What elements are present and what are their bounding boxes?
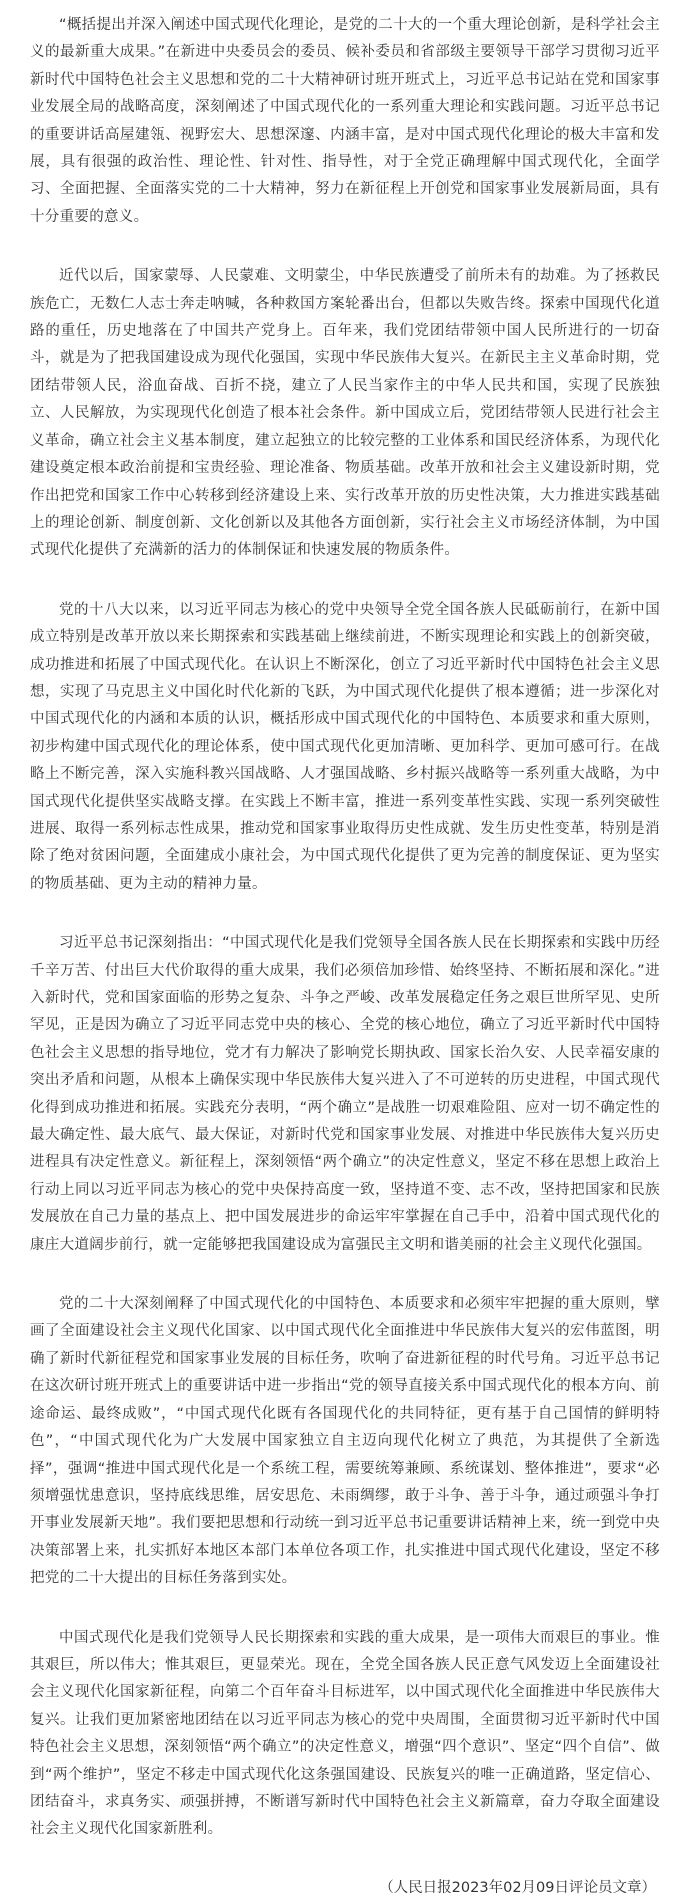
paragraph-1: “概括提出并深入阐述中国式现代化理论，是党的二十大的一个重大理论创新，是科学社会主义的最新重大成果。”在新进中央委员会的委员、候补委员和省部级主要领导干部学习贯彻习近平新时代中国特色社会主义思想和党的二十大精神研讨班开班式上，习近平总书记站在党和国家事业发展全局的战略高度，深刻阐述了中国式现代化的一系列重大理论和实践问题。习近平总书记的重要讲话高屋建瓴、视野宏大、思想深邃、内涵丰富，是对中国式现代化理论的极大丰富和发展，具有很强的政治性、理论性、针对性、指导性，对于全党正确理解中国式现代化，全面学习、全面把握、全面落实党的二十大精神，努力在新征程上开创党和国家事业发展新局面，具有十分重要的意义。 <box>30 17 660 225</box>
article-source: （人民日报2023年02月09日评论员文章） <box>379 1879 656 1896</box>
paragraph-4: 习近平总书记深刻指出：“中国式现代化是我们党领导全国各族人民在长期探索和实践中历经千辛万苦、付出巨大代价取得的重大成果，我们必须倍加珍惜、始终坚持、不断拓展和深化。”进入新时代，党和国家面临的形势之复杂、斗争之严峻、改革发展稳定任务之艰巨世所罕见、史所罕见，正是因为确立了习近平同志党中央的核心、全党的核心地位，确立了习近平新时代中国特色社会主义思想的指导地位，党才有力解决了影响党长期执政、国家长治久安、人民幸福安康的突出矛盾和问题，从根本上确保实现中华民族伟大复兴进入了不可逆转的历史进程，中国式现代化得到成功推进和拓展。实践充分表明，“两个确立”是战胜一切艰难险阻、应对一切不确定性的最大确定性、最大底气、最大保证，对新时代党和国家事业发展、对推进中华民族伟大复兴历史进程具有决定性意义。新征程上，深刻领悟“两个确立”的决定性意义，坚定不移在思想上政治上行动上同以习近平同志为核心的党中央保持高度一致，坚持道不变、志不改，坚持把国家和民族发展放在自己力量的基点上、把中国发展进步的命运牢牢掌握在自己手中，沿着中国式现代化的康庄大道阔步前行，就一定能够把我国建设成为富强民主文明和谐美丽的社会主义现代化强国。 <box>30 935 660 1253</box>
paragraph-3: 党的十八大以来，以习近平同志为核心的党中央领导全党全国各族人民砥砺前行，在新中国成立特别是改革开放以来长期探索和实践基础上继续前进，不断实现理论和实践上的创新突破，成功推进和拓展了中国式现代化。在认识上不断深化，创立了习近平新时代中国特色社会主义思想，实现了马克思主义中国化时代化新的飞跃，为中国式现代化提供了根本遵循；进一步深化对中国式现代化的内涵和本质的认识，概括形成中国式现代化的中国特色、本质要求和重大原则，初步构建中国式现代化的理论体系，使中国式现代化更加清晰、更加科学、更加可感可行。在战略上不断完善，深入实施科教兴国战略、人才强国战略、乡村振兴战略等一系列重大战略，为中国式现代化提供坚实战略支撑。在实践上不断丰富，推进一系列变革性实践、实现一系列突破性进展、取得一系列标志性成果，推动党和国家事业取得历史性成就、发生历史性变革，特别是消除了绝对贫困问题，全面建成小康社会，为中国式现代化提供了更为完善的制度保证、更为坚实的物质基础、更为主动的精神力量。 <box>30 601 660 892</box>
paragraph-2: 近代以后，国家蒙辱、人民蒙难、文明蒙尘，中华民族遭受了前所未有的劫难。为了拯救民族危亡，无数仁人志士奔走呐喊，各种救国方案轮番出台，但都以失败告终。探索中国现代化道路的重任，历史地落在了中国共产党身上。百年来，我们党团结带领中国人民所进行的一切奋斗，就是为了把我国建设成为现代化强国，实现中华民族伟大复兴。在新民主主义革命时期，党团结带领人民，浴血奋战、百折不挠，建立了人民当家作主的中华人民共和国，实现了民族独立、人民解放，为实现现代化创造了根本社会条件。新中国成立后，党团结带领人民进行社会主义革命，确立社会主义基本制度，建立起独立的比较完整的工业体系和国民经济体系，为现代化建设奠定根本政治前提和宝贵经验、理论准备、物质基础。改革开放和社会主义建设新时期，党作出把党和国家工作中心转移到经济建设上来、实行改革开放的历史性决策，大力推进实践基础上的理论创新、制度创新、文化创新以及其他各方面创新，实行社会主义市场经济体制，为中国式现代化提供了充满新的活力的体制保证和快速发展的物质条件。 <box>30 268 660 559</box>
paragraph-6: 中国式现代化是我们党领导人民长期探索和实践的重大成果，是一项伟大而艰巨的事业。惟其艰巨，所以伟大；惟其艰巨，更显荣光。现在，全党全国各族人民正意气风发迈上全面建设社会主义现代化国家新征程，向第二个百年奋斗目标进军，以中国式现代化全面推进中华民族伟大复兴。让我们更加紧密地团结在以习近平同志为核心的党中央周围，全面贯彻习近平新时代中国特色社会主义思想，深刻领悟“两个确立”的决定性意义，增强“四个意识”、坚定“四个自信”、做到“两个维护”，坚定不移走中国式现代化这条强国建设、民族复兴的唯一正确道路，坚定信心、团结奋斗，求真务实、顽强拼搏，不断谱写新时代中国特色社会主义新篇章，奋力夺取全面建设社会主义现代化国家新胜利。 <box>30 1629 660 1838</box>
paragraph-5: 党的二十大深刻阐释了中国式现代化的中国特色、本质要求和必须牢牢把握的重大原则，擘画了全面建设社会主义现代化国家、以中国式现代化全面推进中华民族伟大复兴的宏伟蓝图，明确了新时代新征程党和国家事业发展的目标任务，吹响了奋进新征程的时代号角。习近平总书记在这次研讨班开班式上的重要讲话中进一步指出“党的领导直接关系中国式现代化的根本方向、前途命运、最终成败”，“中国式现代化既有各国现代化的共同特征，更有基于自己国情的鲜明特色”，“中国式现代化为广大发展中国家独立自主迈向现代化树立了典范，为其提供了全新选择”，强调“推进中国式现代化是一个系统工程，需要统筹兼顾、系统谋划、整体推进”，要求“必须增强忧患意识，坚持底线思维，居安思危、未雨绸缪，敢于斗争、善于斗争，通过顽强斗争打开事业发展新天地”。我们要把思想和行动统一到习近平总书记重要讲话精神上来，统一到党中央决策部署上来，扎实抓好本地区本部门本单位各项工作，扎实推进中国式现代化建设，坚定不移把党的二十大提出的目标任务落到实处。 <box>30 1296 660 1587</box>
